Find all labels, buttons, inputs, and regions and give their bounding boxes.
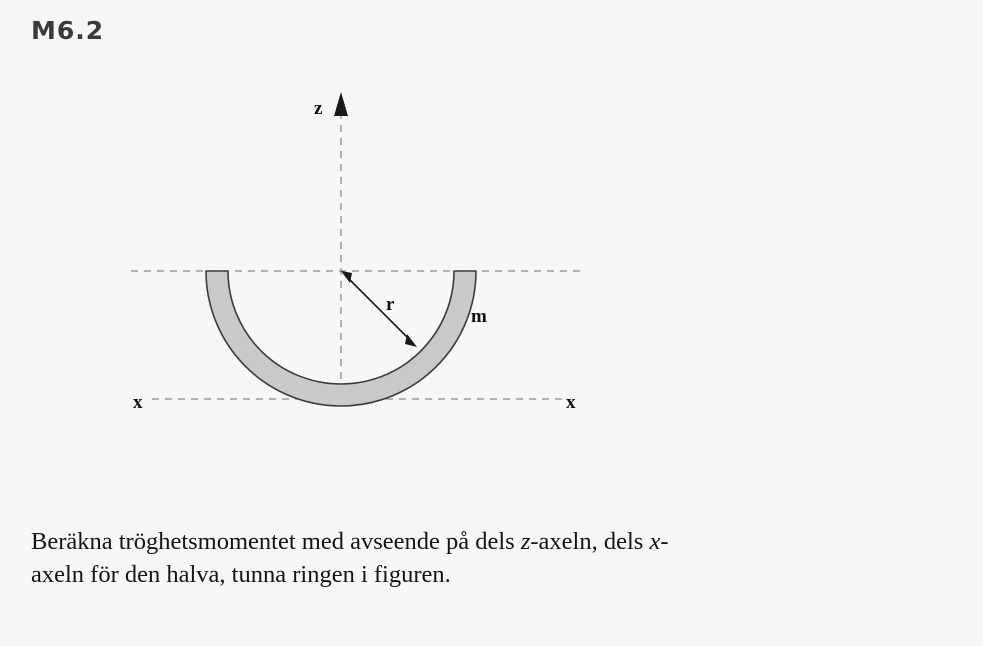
mass-label: m	[471, 306, 487, 327]
problem-statement-line-2: axeln för den halva, tunna ringen i figuren.	[31, 561, 451, 589]
radius-arrow	[341, 271, 417, 347]
prompt-text-pre: Beräkna tröghetsmomentet med avseende på dels	[31, 528, 521, 555]
page-title: M6.2	[31, 16, 105, 45]
x-axis-label-left: x	[133, 392, 143, 413]
prompt-text-mid: -axeln, dels	[530, 528, 650, 555]
figure-diagram	[0, 70, 983, 450]
problem-statement-line-1	[31, 525, 924, 558]
z-axis-arrowhead	[334, 92, 348, 116]
prompt-italic-z: z	[520, 528, 531, 555]
radius-label: r	[386, 294, 395, 315]
z-axis-label: z	[314, 98, 323, 119]
problem-statement	[31, 525, 931, 592]
x-axis-label-right: x	[566, 392, 576, 413]
prompt-italic-x: x	[649, 528, 661, 555]
prompt-text-post: -	[660, 528, 669, 555]
